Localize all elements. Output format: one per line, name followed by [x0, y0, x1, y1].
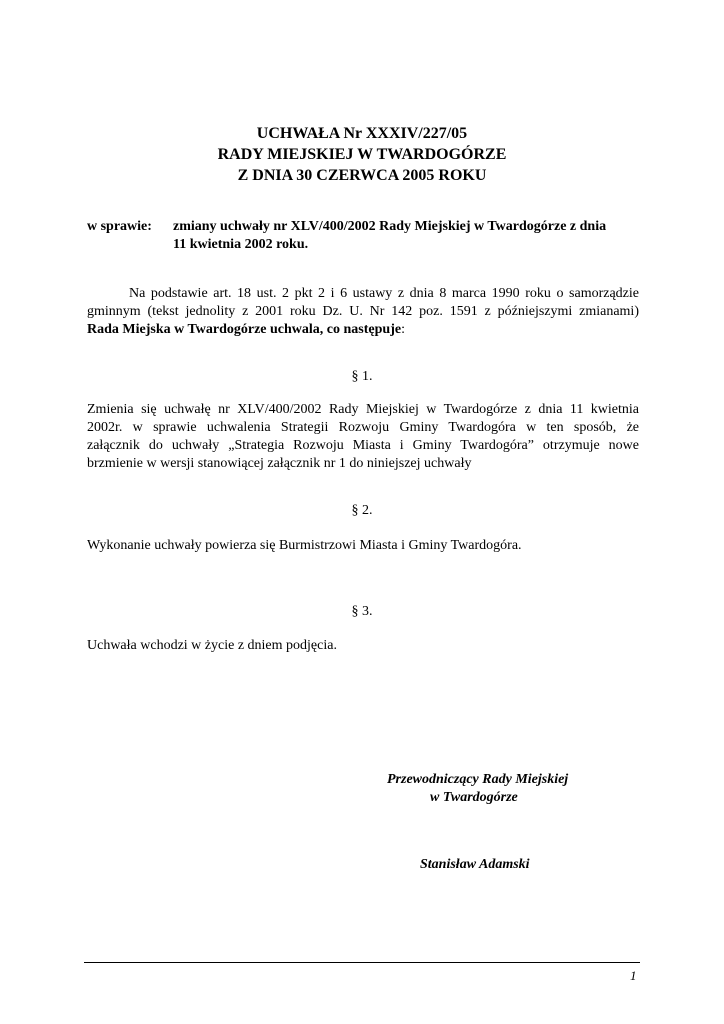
- section-2-text: [87, 537, 639, 555]
- section-1-line-2: 2002r. w sprawie uchwalenia Strategii Rozwoju Gminy Twardogóra w ten sposób, że: [87, 420, 639, 435]
- title-line-3: Z DNIA 30 CZERWCA 2005 ROKU: [237, 167, 487, 184]
- title-line-1: UCHWAŁA Nr XXXIV/227/05: [256, 125, 468, 142]
- signature-role-line-1: Przewodniczący Rady Miejskiej: [387, 772, 569, 787]
- footer-divider: [84, 962, 640, 963]
- preamble-line-3: [87, 321, 639, 339]
- page-number: 1: [630, 968, 637, 983]
- subject-line-1: zmiany uchwały nr XLV/400/2002 Rady Miejskiej w Twardogórze z dnia: [173, 219, 607, 234]
- section-1-line-1: Zmienia się uchwałę nr XLV/400/2002 Rady Miejskiej w Twardogórze z dnia 11 kwietnia: [87, 402, 639, 417]
- signatory-name: Stanisław Adamski: [420, 857, 530, 872]
- section-3-line-1: Uchwała wchodzi w życie z dniem podjęcia.: [87, 638, 337, 653]
- enactment-colon: :: [401, 322, 405, 337]
- enactment-clause: Rada Miejska w Twardogórze uchwala, co następuje: [87, 322, 402, 337]
- section-2-mark: § 2.: [351, 503, 373, 518]
- subject-line-2: 11 kwietnia 2002 roku.: [173, 237, 309, 252]
- section-2-line-1: Wykonanie uchwały powierza się Burmistrzowi Miasta i Gminy Twardogóra.: [87, 538, 522, 553]
- title-line-2: RADY MIEJSKIEJ W TWARDOGÓRZE: [217, 146, 507, 163]
- signature-role-line-2: w Twardogórze: [430, 790, 518, 805]
- section-1-mark: § 1.: [351, 369, 373, 384]
- subject-label: w sprawie:: [87, 219, 152, 234]
- section-1-line-3: załącznik do uchwały „Strategia Rozwoju Miasta i Gminy Twardogóra” otrzymuje nowe: [87, 438, 639, 453]
- resolution-title: [0, 123, 724, 186]
- section-1-line-4: brzmienie w wersji stanowiącej załącznik nr 1 do niniejszej uchwały: [87, 456, 472, 471]
- subject-text: [173, 218, 645, 254]
- section-3-mark: § 3.: [351, 604, 373, 619]
- preamble-line-2: gminnym (tekst jednolity z 2001 roku Dz. U. Nr 142 poz. 1591 z późniejszymi zmianami): [87, 304, 639, 319]
- section-3-text: [87, 637, 639, 655]
- section-1-text: [87, 401, 639, 473]
- preamble-paragraph: [87, 285, 639, 339]
- preamble-line-1: Na podstawie art. 18 ust. 2 pkt 2 i 6 ustawy z dnia 8 marca 1990 roku o samorządzie: [129, 286, 639, 301]
